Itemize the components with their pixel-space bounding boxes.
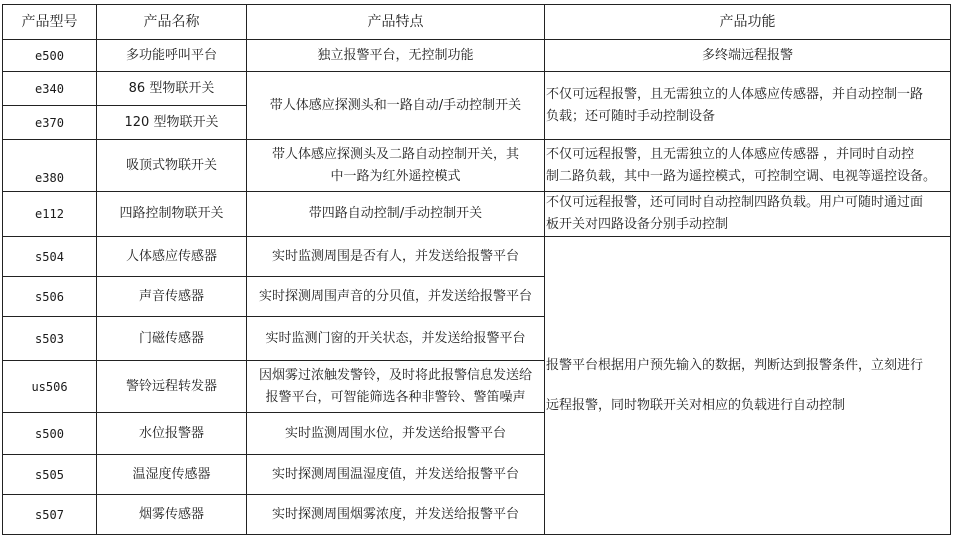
function-line: 不仅可远程报警，且无需独立的人体感应传感器 ，并同时自动控 <box>546 146 915 162</box>
name-cell: 120 型物联开关 <box>97 106 247 140</box>
model-cell: e370 <box>3 106 97 140</box>
function-line: 远程报警，同时物联开关对相应的负载进行自动控制 <box>546 397 846 413</box>
name-cell: 声音传感器 <box>97 277 247 317</box>
product-table <box>2 4 951 535</box>
name-cell: 86 型物联开关 <box>97 72 247 106</box>
table-row <box>3 192 951 237</box>
model-cell: e380 <box>3 140 97 192</box>
table-row <box>3 72 951 106</box>
header-row <box>3 5 951 40</box>
features-cell: 实时探测周围声音的分贝值，并发送给报警平台 <box>247 277 545 317</box>
features-line: 中一路为红外遥控模式 <box>330 168 461 184</box>
function-line: 制二路负载，其中一路为遥控模式，可控制空调、电视等遥控设备。 <box>546 168 937 184</box>
features-cell: 实时监测门窗的开关状态，并发送给报警平台 <box>247 317 545 361</box>
features-cell: 独立报警平台，无控制功能 <box>247 40 545 72</box>
name-cell: 烟雾传感器 <box>97 495 247 535</box>
features-line: 报警平台，可智能筛选各种非警铃、警笛噪声 <box>265 389 526 405</box>
features-cell <box>247 361 545 413</box>
features-cell: 带人体感应探测头和一路自动/手动控制开关 <box>247 72 545 140</box>
function-line: 不仅可远程报警，还可同时自动控制四路负载。用户可随时通过面 <box>546 195 924 210</box>
features-cell: 实时探测周围温湿度值，并发送给报警平台 <box>247 455 545 495</box>
name-cell: 吸顶式物联开关 <box>97 140 247 192</box>
features-line: 因烟雾过浓触发警铃，及时将此报警信息发送给 <box>258 367 532 383</box>
model-cell: s500 <box>3 413 97 455</box>
features-cell: 实时探测周围烟雾浓度，并发送给报警平台 <box>247 495 545 535</box>
model-cell: e112 <box>3 192 97 237</box>
function-line: 报警平台根据用户预先输入的数据，判断达到报警条件，立刻进行 <box>546 357 924 373</box>
function-cell <box>545 72 951 140</box>
function-cell <box>545 237 951 535</box>
table-row <box>3 40 951 72</box>
name-cell: 门磁传感器 <box>97 317 247 361</box>
model-cell: e500 <box>3 40 97 72</box>
function-cell <box>545 192 951 237</box>
features-cell: 实时监测周围是否有人，并发送给报警平台 <box>247 237 545 277</box>
model-cell: s507 <box>3 495 97 535</box>
name-cell: 水位报警器 <box>97 413 247 455</box>
name-cell: 警铃远程转发器 <box>97 361 247 413</box>
features-cell: 实时监测周围水位，并发送给报警平台 <box>247 413 545 455</box>
function-line: 板开关对四路设备分别手动控制 <box>546 217 729 232</box>
model-cell: e340 <box>3 72 97 106</box>
header-model: 产品型号 <box>3 5 97 40</box>
name-cell: 人体感应传感器 <box>97 237 247 277</box>
features-line: 带人体感应探测头及二路自动控制开关，其 <box>271 146 519 162</box>
name-cell: 温湿度传感器 <box>97 455 247 495</box>
function-cell: 多终端远程报警 <box>545 40 951 72</box>
model-cell: s505 <box>3 455 97 495</box>
name-cell: 多功能呼叫平台 <box>97 40 247 72</box>
name-cell: 四路控制物联开关 <box>97 192 247 237</box>
model-cell: s504 <box>3 237 97 277</box>
table-row <box>3 237 951 277</box>
model-cell: us506 <box>3 361 97 413</box>
function-line: 不仅可远程报警，且无需独立的人体感应传感器，并自动控制一路 <box>546 86 924 102</box>
header-name: 产品名称 <box>97 5 247 40</box>
header-features: 产品特点 <box>247 5 545 40</box>
features-cell <box>247 140 545 192</box>
table-row <box>3 140 951 192</box>
function-cell <box>545 140 951 192</box>
model-cell: s503 <box>3 317 97 361</box>
model-cell: s506 <box>3 277 97 317</box>
features-cell: 带四路自动控制/手动控制开关 <box>247 192 545 237</box>
function-line: 负载；还可随时手动控制设备 <box>546 108 716 124</box>
header-function: 产品功能 <box>545 5 951 40</box>
